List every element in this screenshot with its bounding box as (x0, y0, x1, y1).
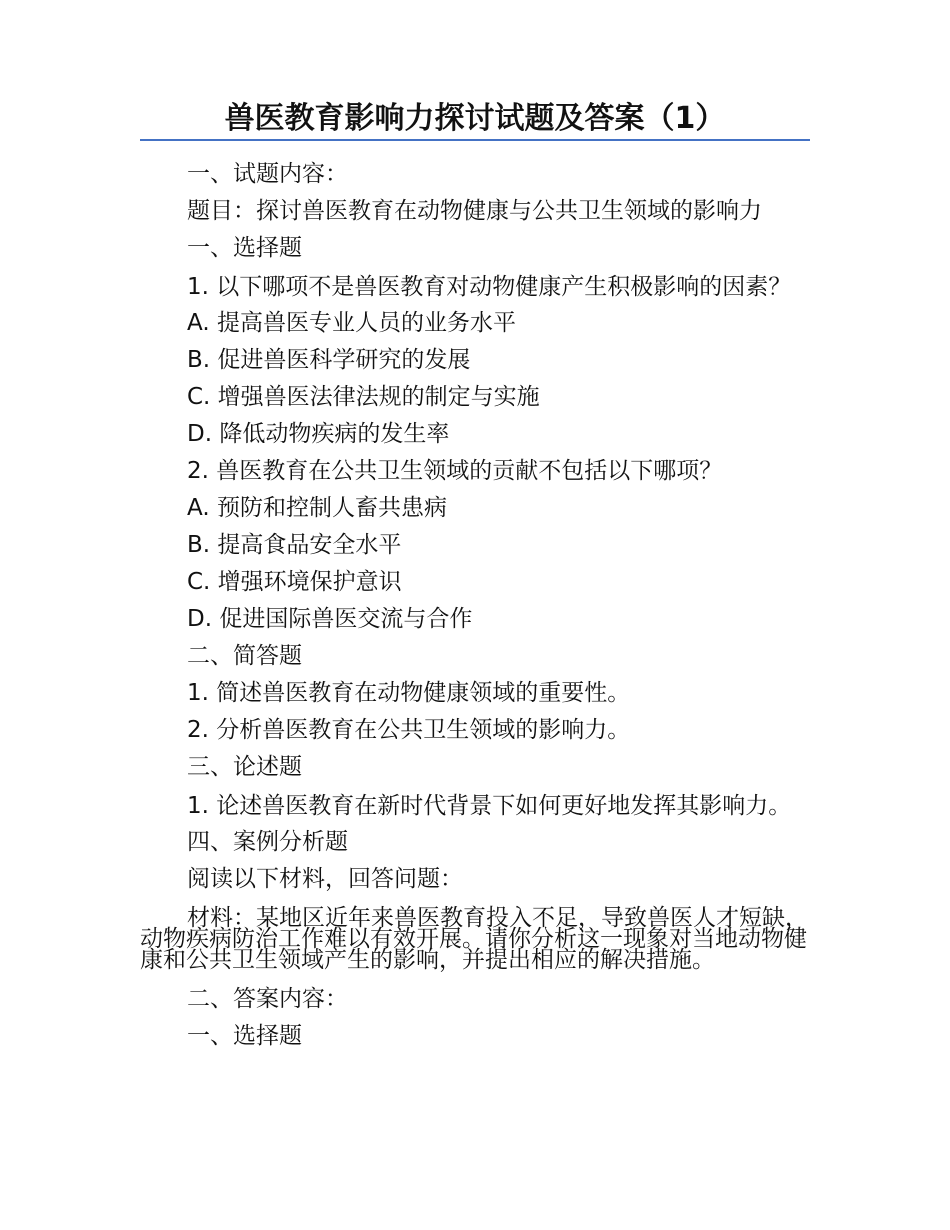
answer-option: C. 增强兽医法律法规的制定与实施 (187, 384, 540, 410)
answer-option: A. 预防和控制人畜共患病 (187, 495, 447, 521)
answer-option: B. 提高食品安全水平 (187, 532, 402, 558)
answer-option: D. 降低动物疾病的发生率 (187, 421, 450, 447)
section-heading: 二、答案内容： (187, 986, 348, 1012)
question-text: 2. 分析兽医教育在公共卫生领域的影响力。 (187, 717, 631, 743)
question-topic: 题目：探讨兽医教育在动物健康与公共卫生领域的影响力 (187, 198, 762, 224)
section-heading: 二、简答题 (187, 643, 302, 669)
question-text: 2. 兽医教育在公共卫生领域的贡献不包括以下哪项？ (187, 458, 723, 484)
question-text: 1. 以下哪项不是兽医教育对动物健康产生积极影响的因素？ (187, 274, 792, 300)
case-material: 材料：某地区近年来兽医教育投入不足，导致兽医人才短缺，动物疾病防治工作难以有效开展。请你分析这一现象对当地动物健康和公共卫生领域产生的影响，并提出相应的解决措施。 (140, 905, 808, 973)
document-title: 兽医教育影响力探讨试题及答案（1） (224, 101, 726, 136)
instruction-text: 阅读以下材料，回答问题： (187, 866, 463, 892)
answer-option: C. 增强环境保护意识 (187, 569, 402, 595)
section-heading: 一、选择题 (187, 1023, 302, 1049)
section-heading: 四、案例分析题 (187, 829, 348, 855)
question-text: 1. 简述兽医教育在动物健康领域的重要性。 (187, 680, 631, 706)
section-heading: 一、选择题 (187, 235, 302, 261)
answer-option: A. 提高兽医专业人员的业务水平 (187, 310, 516, 336)
document-body (140, 156, 810, 1055)
title-underline (140, 139, 810, 141)
answer-option: D. 促进国际兽医交流与合作 (187, 606, 473, 632)
answer-option: B. 促进兽医科学研究的发展 (187, 347, 471, 373)
question-text: 1. 论述兽医教育在新时代背景下如何更好地发挥其影响力。 (187, 793, 792, 819)
section-heading: 三、论述题 (187, 754, 302, 780)
section-heading: 一、试题内容： (187, 161, 348, 187)
